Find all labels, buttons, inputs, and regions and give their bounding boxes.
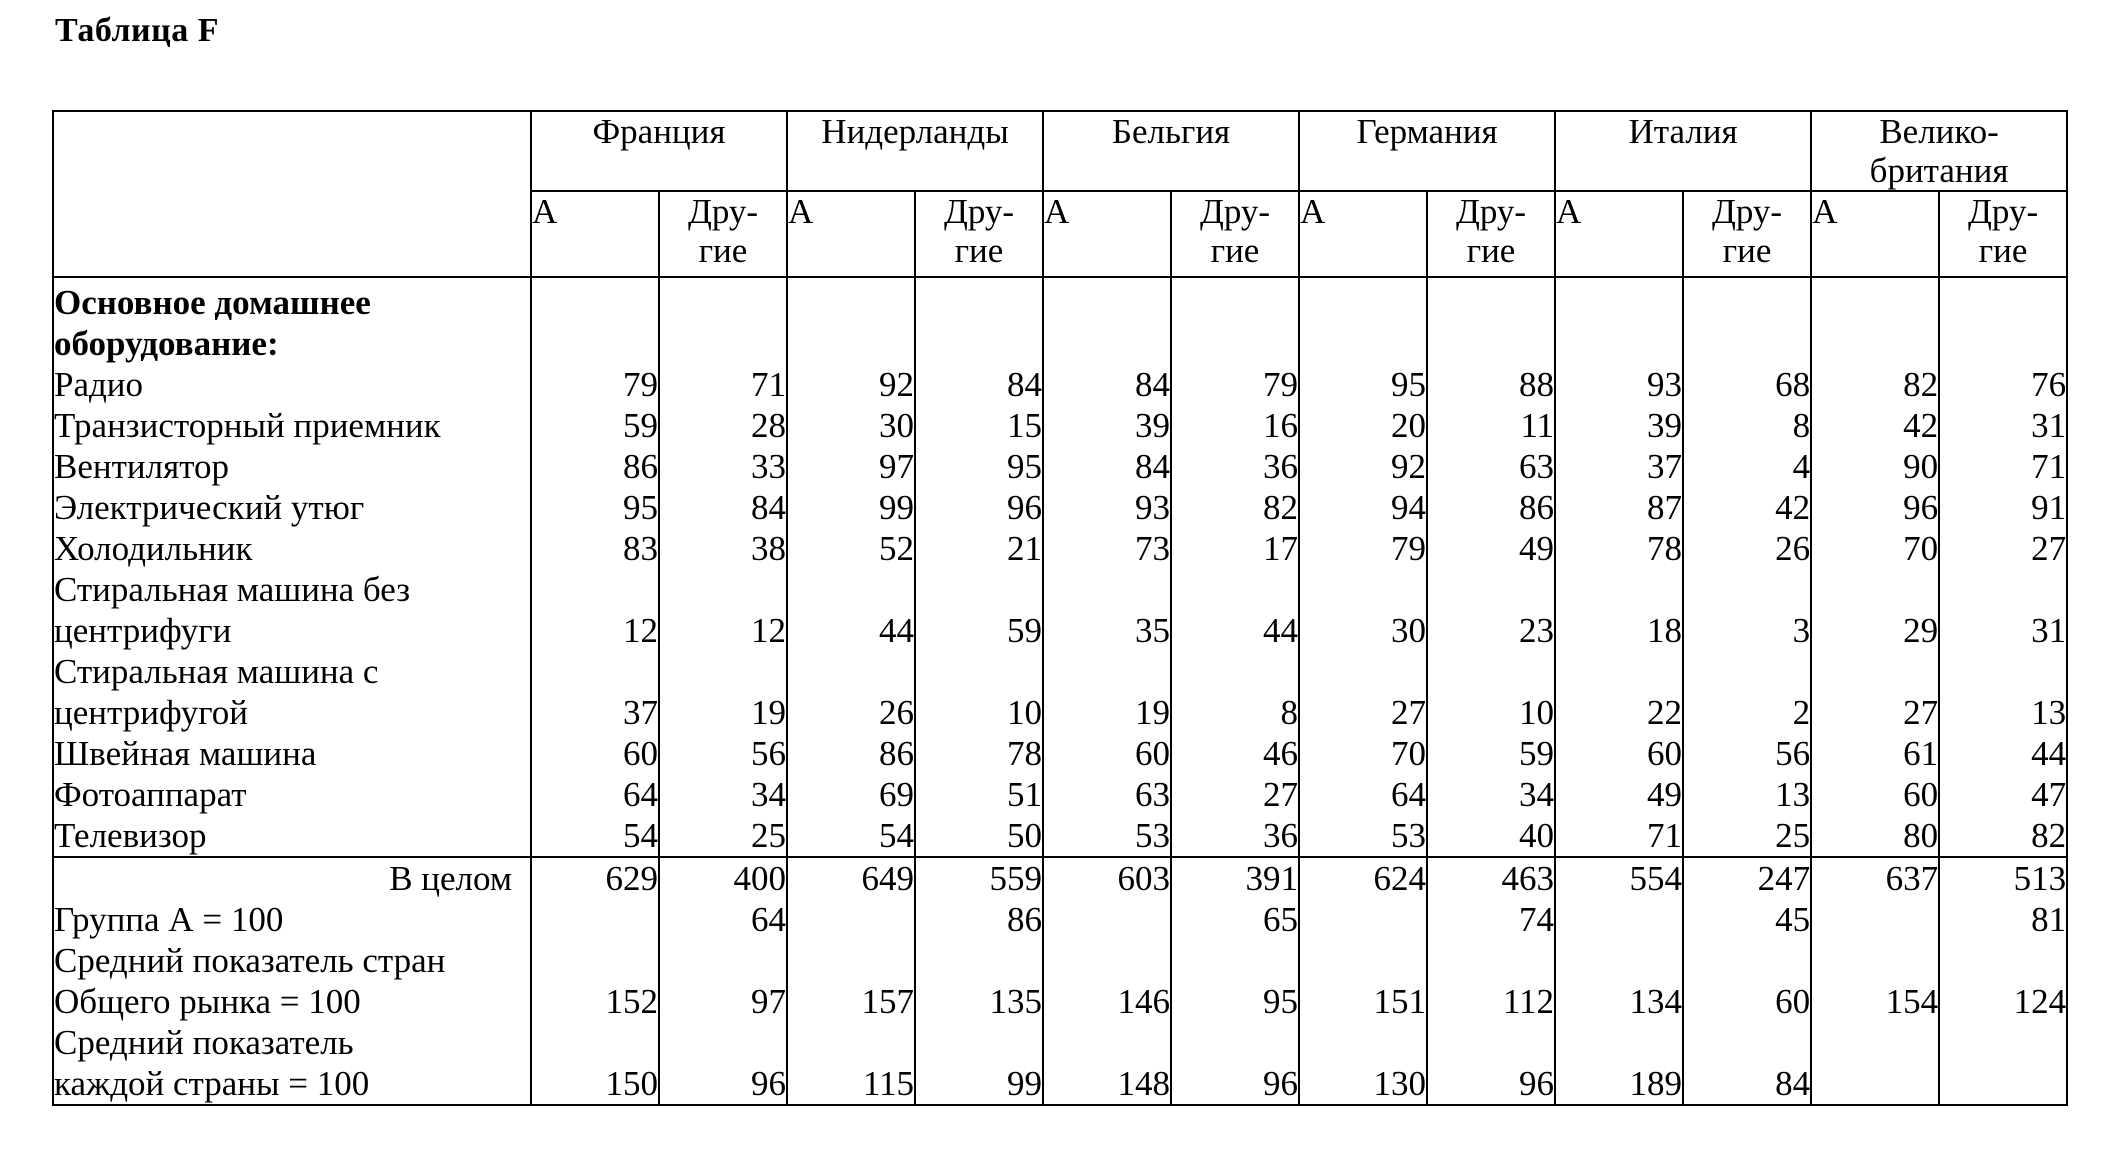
value-cell: 15 [915,405,1043,446]
value-cell: 42 [1811,405,1939,446]
value-cell: 20 [1299,405,1427,446]
value-cell: 13 [1939,651,2067,733]
value-cell: 64 [1299,774,1427,815]
empty-cell [531,277,659,364]
value-cell: 36 [1171,446,1299,487]
value-cell: 74 [1427,899,1555,940]
value-cell: 44 [1171,569,1299,651]
sub-header-a: А [531,191,659,277]
value-cell: 42 [1683,487,1811,528]
value-cell: 84 [1043,364,1171,405]
table-row [53,651,2067,733]
country-header: Нидерланды [787,111,1043,191]
value-cell: 59 [915,569,1043,651]
sub-header-a: А [1811,191,1939,277]
value-cell: 64 [531,774,659,815]
row-label: Группа А = 100 [54,900,284,939]
value-cell: 148 [1043,1022,1171,1105]
value-cell: 19 [659,651,787,733]
value-cell: 84 [915,364,1043,405]
value-cell: 152 [531,940,659,1022]
value-cell: 95 [531,487,659,528]
value-cell: 60 [1043,733,1171,774]
value-cell: 90 [1811,446,1939,487]
sub-header-a: А [1043,191,1171,277]
empty-cell [1299,277,1427,364]
value-cell: 34 [659,774,787,815]
value-cell: 76 [1939,364,2067,405]
row-label: Стиральная машина с центрифугой [54,652,379,732]
country-header-row [53,111,2067,191]
value-cell: 44 [1939,733,2067,774]
row-label: Транзисторный приемник [54,406,441,445]
value-cell: 49 [1427,528,1555,569]
empty-cell [1171,277,1299,364]
value-cell: 70 [1299,733,1427,774]
value-cell: 95 [1299,364,1427,405]
row-label: Стиральная машина без центрифуги [54,570,411,650]
value-cell: 16 [1171,405,1299,446]
value-cell: 30 [787,405,915,446]
row-label: Швейная машина [54,734,317,773]
country-header: Бельгия [1043,111,1299,191]
sub-header-other: Дру- гие [1939,191,2067,277]
value-cell: 44 [787,569,915,651]
value-cell: 34 [1427,774,1555,815]
section-header: Основное домашнее оборудование: [54,283,371,363]
value-cell: 11 [1427,405,1555,446]
value-cell: 31 [1939,569,2067,651]
value-cell: 637 [1811,857,1939,899]
value-cell: 12 [659,569,787,651]
value-cell: 96 [659,1022,787,1105]
empty-cell [787,277,915,364]
value-cell: 124 [1939,940,2067,1022]
row-label: Средний показатель стран Общего рынка = 100 [54,941,446,1021]
section-header-row [53,277,2067,364]
value-cell: 71 [659,364,787,405]
value-cell: 112 [1427,940,1555,1022]
value-cell [1043,899,1171,940]
value-cell [1811,899,1939,940]
row-label: Вентилятор [54,447,230,486]
value-cell: 97 [659,940,787,1022]
value-cell: 79 [531,364,659,405]
empty-cell [1043,277,1171,364]
value-cell: 64 [659,899,787,940]
value-cell: 28 [659,405,787,446]
value-cell: 49 [1555,774,1683,815]
value-cell: 31 [1939,405,2067,446]
value-cell: 60 [531,733,659,774]
value-cell: 78 [1555,528,1683,569]
value-cell: 92 [787,364,915,405]
sub-header-a: А [1299,191,1427,277]
value-cell: 96 [1171,1022,1299,1105]
value-cell: 93 [1043,487,1171,528]
value-cell: 60 [1555,733,1683,774]
value-cell: 146 [1043,940,1171,1022]
value-cell: 135 [915,940,1043,1022]
value-cell: 61 [1811,733,1939,774]
value-cell: 27 [1171,774,1299,815]
row-label: Телевизор [54,816,207,855]
value-cell: 154 [1811,940,1939,1022]
value-cell: 59 [1427,733,1555,774]
empty-cell [1555,277,1683,364]
value-cell: 554 [1555,857,1683,899]
value-cell: 88 [1427,364,1555,405]
sub-header-other: Дру- гие [1171,191,1299,277]
value-cell: 23 [1427,569,1555,651]
value-cell: 36 [1171,815,1299,857]
value-cell: 37 [1555,446,1683,487]
value-cell: 56 [1683,733,1811,774]
value-cell: 87 [1555,487,1683,528]
value-cell: 69 [787,774,915,815]
value-cell: 79 [1171,364,1299,405]
value-cell: 513 [1939,857,2067,899]
value-cell: 86 [787,733,915,774]
value-cell: 21 [915,528,1043,569]
value-cell: 39 [1555,405,1683,446]
empty-cell [1427,277,1555,364]
table-row [53,487,2067,528]
value-cell: 22 [1555,651,1683,733]
country-header: Велико- британия [1811,111,2067,191]
value-cell: 17 [1171,528,1299,569]
value-cell: 629 [531,857,659,899]
sub-header-other: Дру- гие [915,191,1043,277]
country-header: Франция [531,111,787,191]
value-cell: 63 [1043,774,1171,815]
value-cell: 391 [1171,857,1299,899]
empty-cell [915,277,1043,364]
value-cell: 96 [1811,487,1939,528]
row-label: В целом [53,857,531,899]
value-cell [1299,899,1427,940]
value-cell: 60 [1811,774,1939,815]
value-cell: 3 [1683,569,1811,651]
value-cell: 84 [659,487,787,528]
value-cell: 29 [1811,569,1939,651]
value-cell: 38 [659,528,787,569]
value-cell: 26 [1683,528,1811,569]
value-cell: 35 [1043,569,1171,651]
row-label: Электрический утюг [54,488,365,527]
row-label: Фотоаппарат [54,775,247,814]
value-cell: 150 [531,1022,659,1105]
value-cell: 70 [1811,528,1939,569]
value-cell: 60 [1683,940,1811,1022]
value-cell: 10 [915,651,1043,733]
value-cell: 68 [1683,364,1811,405]
value-cell: 10 [1427,651,1555,733]
value-cell: 97 [787,446,915,487]
empty-cell [659,277,787,364]
table-row [53,940,2067,1022]
value-cell: 39 [1043,405,1171,446]
table-row [53,857,2067,899]
value-cell: 84 [1683,1022,1811,1105]
value-cell: 95 [1171,940,1299,1022]
sub-header-other: Дру- гие [1427,191,1555,277]
value-cell: 80 [1811,815,1939,857]
value-cell: 78 [915,733,1043,774]
value-cell [1555,899,1683,940]
table-row [53,528,2067,569]
value-cell: 33 [659,446,787,487]
value-cell: 25 [1683,815,1811,857]
table-row [53,815,2067,857]
value-cell: 79 [1299,528,1427,569]
corner-cell [53,111,531,277]
value-cell: 53 [1299,815,1427,857]
sub-header-a: А [1555,191,1683,277]
value-cell: 83 [531,528,659,569]
table-row [53,405,2067,446]
value-cell: 53 [1043,815,1171,857]
value-cell [531,899,659,940]
value-cell: 27 [1299,651,1427,733]
value-cell: 247 [1683,857,1811,899]
value-cell: 73 [1043,528,1171,569]
value-cell: 30 [1299,569,1427,651]
value-cell: 96 [915,487,1043,528]
value-cell: 99 [915,1022,1043,1105]
value-cell: 19 [1043,651,1171,733]
table-title: Таблица F [55,12,220,49]
value-cell: 4 [1683,446,1811,487]
value-cell: 86 [531,446,659,487]
value-cell: 94 [1299,487,1427,528]
value-cell: 82 [1171,487,1299,528]
empty-cell [1683,277,1811,364]
row-label: Средний показатель каждой страны = 100 [54,1023,370,1103]
value-cell: 52 [787,528,915,569]
value-cell: 624 [1299,857,1427,899]
value-cell: 99 [787,487,915,528]
empty-cell [1939,277,2067,364]
value-cell [1811,1022,1939,1105]
table-row [53,364,2067,405]
value-cell: 71 [1555,815,1683,857]
value-cell: 92 [1299,446,1427,487]
value-cell [1939,1022,2067,1105]
value-cell: 12 [531,569,659,651]
sub-header-other: Дру- гие [1683,191,1811,277]
country-header: Германия [1299,111,1555,191]
value-cell: 45 [1683,899,1811,940]
value-cell: 93 [1555,364,1683,405]
value-cell: 56 [659,733,787,774]
table-row [53,774,2067,815]
table-row [53,899,2067,940]
value-cell: 189 [1555,1022,1683,1105]
value-cell: 59 [531,405,659,446]
row-label: Радио [54,365,144,404]
value-cell: 54 [531,815,659,857]
table-row [53,569,2067,651]
value-cell: 27 [1939,528,2067,569]
value-cell: 559 [915,857,1043,899]
value-cell: 649 [787,857,915,899]
value-cell: 26 [787,651,915,733]
value-cell: 40 [1427,815,1555,857]
value-cell: 86 [1427,487,1555,528]
data-table [52,110,2068,1106]
value-cell: 151 [1299,940,1427,1022]
value-cell: 27 [1811,651,1939,733]
sub-header-a: А [787,191,915,277]
value-cell: 134 [1555,940,1683,1022]
value-cell: 13 [1683,774,1811,815]
value-cell: 37 [531,651,659,733]
value-cell: 91 [1939,487,2067,528]
value-cell: 81 [1939,899,2067,940]
value-cell: 96 [1427,1022,1555,1105]
value-cell: 8 [1171,651,1299,733]
value-cell: 71 [1939,446,2067,487]
value-cell: 46 [1171,733,1299,774]
value-cell: 47 [1939,774,2067,815]
value-cell: 63 [1427,446,1555,487]
value-cell: 8 [1683,405,1811,446]
value-cell: 95 [915,446,1043,487]
value-cell: 51 [915,774,1043,815]
value-cell: 400 [659,857,787,899]
value-cell: 65 [1171,899,1299,940]
value-cell: 157 [787,940,915,1022]
value-cell: 18 [1555,569,1683,651]
value-cell: 25 [659,815,787,857]
country-header: Италия [1555,111,1811,191]
value-cell: 82 [1939,815,2067,857]
value-cell: 54 [787,815,915,857]
value-cell: 84 [1043,446,1171,487]
value-cell: 130 [1299,1022,1427,1105]
value-cell: 2 [1683,651,1811,733]
table-row [53,733,2067,774]
table-row [53,1022,2067,1105]
table-row [53,446,2067,487]
row-label: Холодильник [54,529,253,568]
value-cell: 463 [1427,857,1555,899]
value-cell: 603 [1043,857,1171,899]
sub-header-other: Дру- гие [659,191,787,277]
value-cell: 82 [1811,364,1939,405]
value-cell: 50 [915,815,1043,857]
value-cell [787,899,915,940]
empty-cell [1811,277,1939,364]
value-cell: 115 [787,1022,915,1105]
value-cell: 86 [915,899,1043,940]
